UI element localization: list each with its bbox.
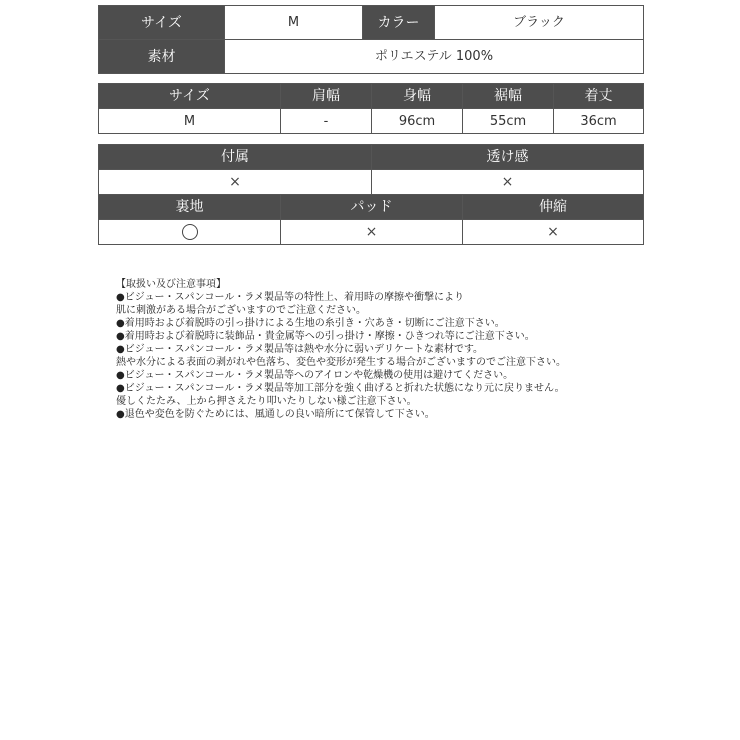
care-note-line: ●ビジュー・スパンコール・ラメ製品等は熱や水分に弱いデリケートな素材です。 bbox=[116, 344, 484, 355]
care-note-line: 熱や水分による表面の剥がれや色落ち、変色や変形が発生する場合がございますのでご注意下さい。 bbox=[116, 357, 566, 368]
color-label: カラー bbox=[363, 6, 435, 40]
size-value-length: 36cm bbox=[554, 109, 644, 134]
accessories-value: × bbox=[99, 170, 372, 195]
color-value: ブラック bbox=[435, 6, 644, 40]
care-note-line: ●着用時および着脱時に装飾品・貴金属等への引っ掛け・摩擦・ひきつれ等にご注意下さい。 bbox=[116, 331, 535, 342]
padding-value: × bbox=[281, 220, 463, 245]
size-header-shoulder: 肩幅 bbox=[281, 84, 372, 109]
feature-table bbox=[98, 144, 644, 245]
size-header-size: サイズ bbox=[99, 84, 281, 109]
feature-header-row-1 bbox=[99, 145, 644, 170]
sheerness-label: 透け感 bbox=[372, 145, 644, 170]
care-notes bbox=[116, 278, 716, 421]
care-notes-title: 【取扱い及び注意事項】 bbox=[116, 279, 226, 290]
care-note-line: ●退色や変色を防ぐためには、風通しの良い暗所にて保管して下さい。 bbox=[116, 409, 435, 420]
care-note-line: 優しくたたみ、上から押さえたり叩いたりしない様ご注意下さい。 bbox=[116, 396, 417, 407]
feature-header-row-2 bbox=[99, 195, 644, 220]
size-header-row bbox=[99, 84, 644, 109]
sheerness-value: × bbox=[372, 170, 644, 195]
size-label: サイズ bbox=[99, 6, 225, 40]
spec-row-size-color bbox=[99, 6, 644, 40]
lining-value bbox=[99, 220, 281, 245]
material-label: 素材 bbox=[99, 40, 225, 74]
padding-label: パッド bbox=[281, 195, 463, 220]
spec-table bbox=[98, 5, 644, 74]
size-value-chest: 96cm bbox=[372, 109, 463, 134]
size-value-row bbox=[99, 109, 644, 134]
care-note-line: ●着用時および着脱時の引っ掛けによる生地の糸引き・穴あき・切断にご注意下さい。 bbox=[116, 318, 505, 329]
accessories-label: 付属 bbox=[99, 145, 372, 170]
size-value-hem: 55cm bbox=[463, 109, 554, 134]
size-header-chest: 身幅 bbox=[372, 84, 463, 109]
size-header-hem: 裾幅 bbox=[463, 84, 554, 109]
size-table bbox=[98, 83, 644, 134]
care-note-line: ●ビジュー・スパンコール・ラメ製品等加工部分を強く曲げると折れた状態になり元に戻りません。 bbox=[116, 383, 565, 394]
care-note-line: ●ビジュー・スパンコール・ラメ製品等の特性上、着用時の摩擦や衝撃により bbox=[116, 292, 465, 303]
size-value-shoulder: - bbox=[281, 109, 372, 134]
feature-value-row-2 bbox=[99, 220, 644, 245]
care-note-line: ●ビジュー・スパンコール・ラメ製品等へのアイロンや乾燥機の使用は避けてください。 bbox=[116, 370, 514, 381]
stretch-value: × bbox=[463, 220, 644, 245]
size-value: M bbox=[225, 6, 363, 40]
material-value: ポリエステル 100% bbox=[225, 40, 644, 74]
size-value-size: M bbox=[99, 109, 281, 134]
circle-icon bbox=[182, 224, 198, 240]
size-header-length: 着丈 bbox=[554, 84, 644, 109]
spec-row-material bbox=[99, 40, 644, 74]
care-note-line: 肌に刺激がある場合がございますのでご注意ください。 bbox=[116, 305, 366, 316]
feature-value-row-1 bbox=[99, 170, 644, 195]
lining-label: 裏地 bbox=[99, 195, 281, 220]
stretch-label: 伸縮 bbox=[463, 195, 644, 220]
